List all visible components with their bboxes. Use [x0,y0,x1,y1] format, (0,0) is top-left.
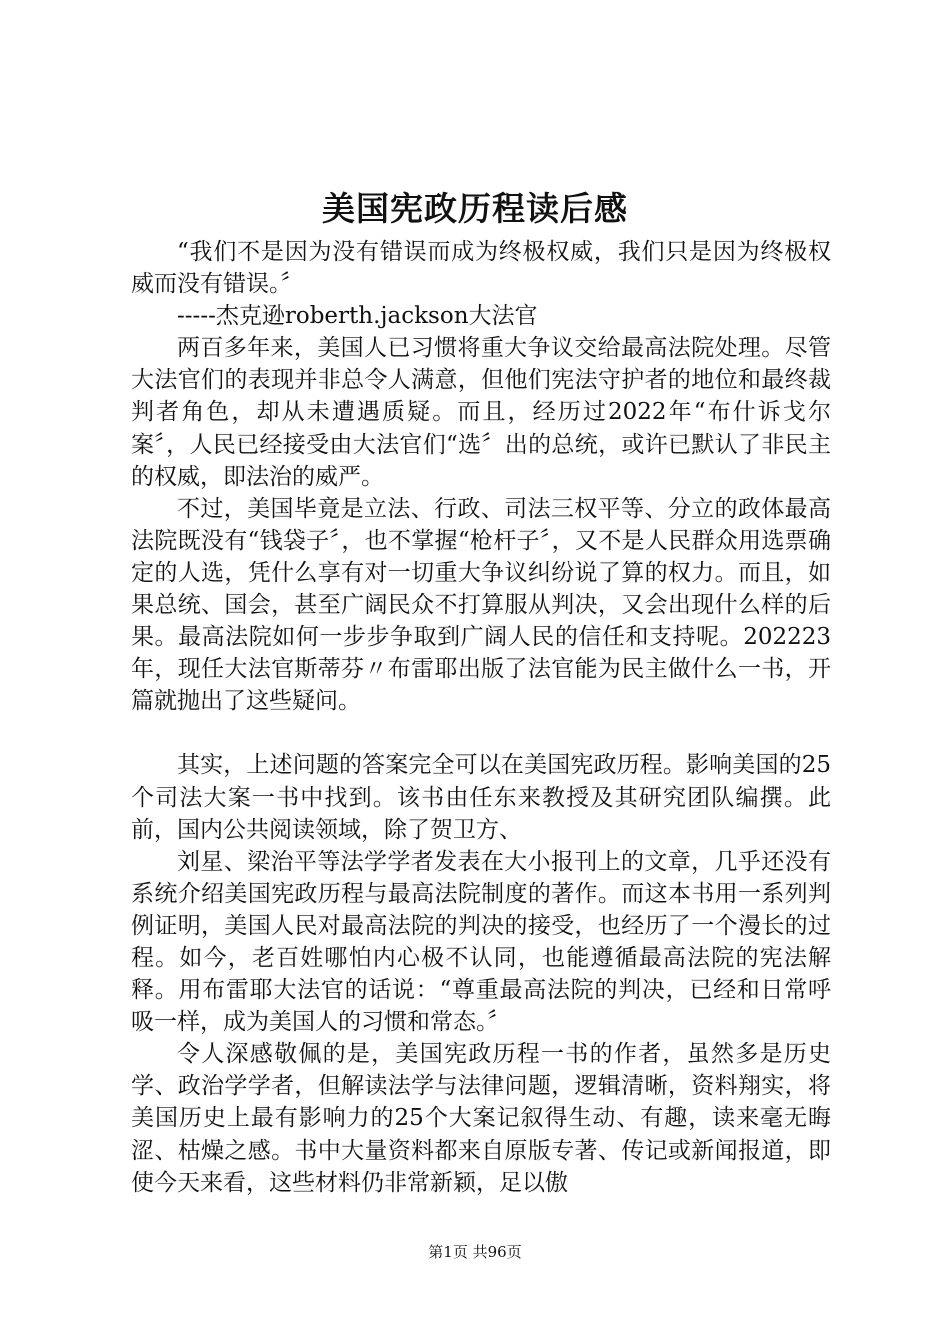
paragraph-5: 令人深感敬佩的是，美国宪政历程一书的作者，虽然多是历史学、政治学学者，但解读法学与法律问题，逻辑清晰，资料翔实，将美国历史上最有影响力的25个大案记叙得生动、有趣，读来毫无晦涩、枯燥之感。书中大量资料都来自原版专著、传记或新闻报道，即使今天来看，这些材料仍非常新颖，足以傲 [131,1041,831,1196]
paragraph-4: 刘星、梁治平等法学学者发表在大小报刊上的文章，几乎还没有系统介绍美国宪政历程与最高法院制度的著作。而这本书用一系列判例证明，美国人民对最高法院的判决的接受，也经历了一个漫长的过程。如今，老百姓哪怕内心极不认同，也能遵循最高法院的宪法解释。用布雷耶大法官的话说：“尊重最高法院的判决，已经和日常呼吸一样，成为美国人的习惯和常态。〞 [131,848,831,1036]
page-number-footer: 第1页 共96页 [428,1243,522,1261]
document-body [131,236,831,1199]
paragraph-1: 两百多年来，美国人已习惯将重大争议交给最高法院处理。尽管大法官们的表现并非总令人满意，但他们宪法守护者的地位和最终裁判者角色，却从未遭遇质疑。而且，经历过2022年“布什诉戈尔案〞，人民已经接受由大法官们“选〞出的总统，或许已默认了非民主的权威，即法治的威严。 [131,335,831,490]
paragraph-attribution: -----杰克逊roberth.jackson大法官 [177,303,538,330]
paragraph-quote: “我们不是因为没有错误而成为终极权威，我们只是因为终极权威而没有错误。〞 [131,239,831,298]
document-title: 美国宪政历程读后感 [322,189,628,228]
paragraph-3: 其实，上述问题的答案完全可以在美国宪政历程。影响美国的25个司法大案一书中找到。该书由任东来教授及其研究团队编撰。此前，国内公共阅读领域，除了贺卫方、 [131,752,831,843]
paragraph-2: 不过，美国毕竟是立法、行政、司法三权平等、分立的政体最高法院既没有“钱袋子〞，也不掌握“枪杆子〞，又不是人民群众用选票确定的人选，凭什么享有对一切重大争议纠纷说了算的权力。而且，如果总统、国会，甚至广阔民众不打算服从判决，又会出现什么样的后果。最高法院如何一步步争取到广阔人民的信任和支持呢。202223年，现任大法官斯蒂芬〃布雷耶出版了法官能为民主做什么一书，开篇就抛出了这些疑问。 [131,495,831,715]
